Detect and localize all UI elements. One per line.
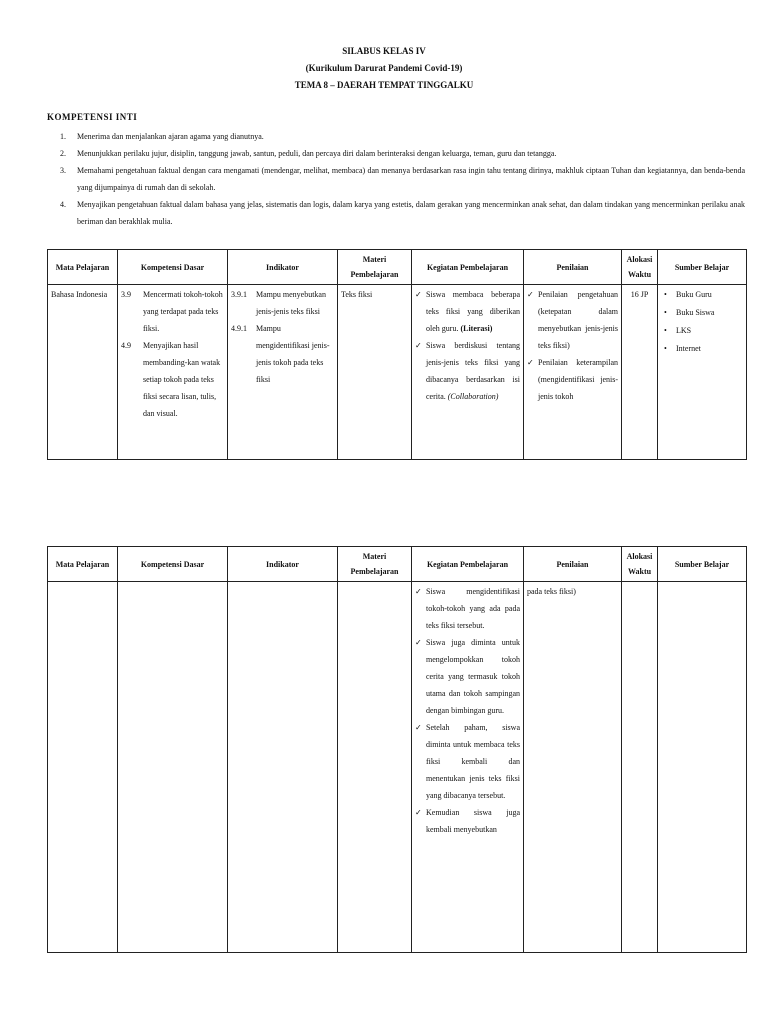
kegiatan-text: Kemudian siswa juga kembali menyebutkan (426, 808, 520, 834)
sumber-item (661, 340, 743, 358)
silabus-table-1 (47, 249, 747, 460)
header-kegiatan: Kegiatan Pembelajaran (412, 547, 524, 582)
check-icon: ✓ (527, 290, 534, 299)
sumber-text: Internet (676, 344, 701, 353)
header-materi: Materi Pembelajaran (338, 250, 412, 285)
kd-item (121, 337, 224, 422)
cell-kegiatan (412, 285, 524, 460)
cell-indikator (228, 285, 338, 460)
indikator-text: Mampu mengidentifikasi jenis-jenis tokoh pada teks fiksi (256, 324, 330, 384)
ki-text: Menyajikan pengetahuan faktual dalam bahasa yang jelas, sistematis dan logis, dalam karya yang estetis, dalam gerakan yang mencerminkan anak sehat, dan dalam tindakan yang mencerminkan perilaku anak beriman dan berakhlak mulia. (77, 200, 745, 226)
bullet-icon: • (664, 326, 667, 335)
bullet-icon: • (664, 290, 667, 299)
kd-text: Mencermati tokoh-tokoh yang terdapat pada teks fiksi. (143, 290, 223, 333)
kompetensi-inti-list (60, 128, 745, 230)
kd-text: Menyajikan hasil membanding-kan watak setiap tokoh pada teks fiksi secara lisan, tulis, dan visual. (143, 341, 221, 418)
table-row (48, 582, 747, 953)
kegiatan-tag: (Collaboration) (447, 392, 499, 401)
kegiatan-item (415, 804, 520, 838)
cell-kompetensi-dasar (118, 285, 228, 460)
cell-kompetensi-dasar (118, 582, 228, 953)
bullet-icon: • (664, 308, 667, 317)
penilaian-text: Penilaian pengetahuan (ketepatan dalam menyebutkan jenis-jenis teks fiksi) (538, 290, 618, 350)
cell-sumber (658, 285, 747, 460)
kegiatan-text: Siswa membaca beberapa teks fiksi yang diberikan oleh guru. (426, 290, 520, 333)
table-row (48, 285, 747, 460)
check-icon: ✓ (415, 723, 422, 732)
cell-materi: Teks fiksi (338, 285, 412, 460)
sumber-item (661, 286, 743, 304)
indikator-item (231, 320, 334, 388)
cell-indikator (228, 582, 338, 953)
header-penilaian: Penilaian (524, 250, 622, 285)
header-alokasi: Alokasi Waktu (622, 250, 658, 285)
header-mata-pelajaran: Mata Pelajaran (48, 547, 118, 582)
sumber-item (661, 322, 743, 340)
ki-item (60, 145, 745, 162)
ki-number: 3. (60, 166, 66, 175)
indikator-code: 3.9.1 (231, 290, 247, 299)
kegiatan-text: Siswa juga diminta untuk mengelompokkan tokoh cerita yang termasuk tokoh utama dan tokoh sampingan dengan bimbingan guru. (426, 638, 520, 715)
kegiatan-item (415, 583, 520, 634)
kegiatan-text: Setelah paham, siswa diminta untuk membaca teks fiksi kembali dan menentukan jenis teks fiksi yang dibacanya tersebut. (426, 723, 520, 800)
penilaian-text: Penilaian keterampilan (mengidentifikasi jenis-jenis tokoh (538, 358, 618, 401)
header-kegiatan: Kegiatan Pembelajaran (412, 250, 524, 285)
indikator-item (231, 286, 334, 320)
kegiatan-text: Siswa mengidentifikasi tokoh-tokoh yang ada pada teks fiksi tersebut. (426, 587, 520, 630)
kegiatan-text: Siswa berdiskusi tentang jenis-jenis teks fiksi yang dibacanya berdasarkan isi cerita. (426, 341, 520, 401)
document-title: SILABUS KELAS IV (342, 46, 426, 56)
kompetensi-inti-heading: KOMPETENSI INTI (47, 112, 138, 122)
header-indikator: Indikator (228, 547, 338, 582)
ki-number: 1. (60, 132, 66, 141)
check-icon: ✓ (415, 808, 422, 817)
kegiatan-item (415, 337, 520, 405)
kd-code: 4.9 (121, 341, 131, 350)
cell-penilaian: pada teks fiksi) (524, 582, 622, 953)
cell-alokasi: 16 JP (622, 285, 658, 460)
kegiatan-item (415, 286, 520, 337)
header-materi: Materi Pembelajaran (338, 547, 412, 582)
kegiatan-item (415, 634, 520, 719)
cell-alokasi (622, 582, 658, 953)
sumber-list (661, 286, 743, 358)
header-kompetensi-dasar: Kompetensi Dasar (118, 547, 228, 582)
sumber-text: Buku Guru (676, 290, 712, 299)
check-icon: ✓ (527, 358, 534, 367)
ki-text: Menunjukkan perilaku jujur, disiplin, tanggung jawab, santun, peduli, dan percaya diri dalam berinteraksi dengan keluarga, teman, guru dan tetangga. (77, 149, 557, 158)
header-indikator: Indikator (228, 250, 338, 285)
title-block (0, 43, 768, 94)
header-mata-pelajaran: Mata Pelajaran (48, 250, 118, 285)
check-icon: ✓ (415, 290, 422, 299)
table-header-row (48, 547, 747, 582)
sumber-text: LKS (676, 326, 692, 335)
header-alokasi: Alokasi Waktu (622, 547, 658, 582)
indikator-code: 4.9.1 (231, 324, 247, 333)
ki-text: Memahami pengetahuan faktual dengan cara mengamati (mendengar, melihat, membaca) dan menanya berdasarkan rasa ingin tahu tentang dirinya, makhluk ciptaan Tuhan dan kegiatannya, dan benda-benda yang dijumpainya di rumah dan di sekolah. (77, 166, 745, 192)
penilaian-item (527, 286, 618, 354)
ki-item (60, 128, 745, 145)
sumber-text: Buku Siswa (676, 308, 715, 317)
silabus-table-2 (47, 546, 747, 953)
document-subtitle: (Kurikulum Darurat Pandemi Covid-19) (305, 63, 463, 73)
sumber-item (661, 304, 743, 322)
ki-number: 2. (60, 149, 66, 158)
ki-number: 4. (60, 200, 66, 209)
header-kompetensi-dasar: Kompetensi Dasar (118, 250, 228, 285)
header-sumber: Sumber Belajar (658, 250, 747, 285)
header-sumber: Sumber Belajar (658, 547, 747, 582)
check-icon: ✓ (415, 341, 422, 350)
bullet-icon: • (664, 344, 667, 353)
check-icon: ✓ (415, 587, 422, 596)
document-theme: TEMA 8 – DAERAH TEMPAT TINGGALKU (294, 80, 474, 90)
ki-text: Menerima dan menjalankan ajaran agama yang dianutnya. (77, 132, 264, 141)
cell-mata-pelajaran (48, 582, 118, 953)
penilaian-item (527, 354, 618, 405)
kd-item (121, 286, 224, 337)
kd-code: 3.9 (121, 290, 131, 299)
table-header-row (48, 250, 747, 285)
ki-item (60, 162, 745, 196)
header-penilaian: Penilaian (524, 547, 622, 582)
cell-kegiatan (412, 582, 524, 953)
cell-mata-pelajaran: Bahasa Indonesia (48, 285, 118, 460)
cell-penilaian (524, 285, 622, 460)
cell-sumber (658, 582, 747, 953)
check-icon: ✓ (415, 638, 422, 647)
ki-item (60, 196, 745, 230)
kegiatan-tag: (Literasi) (460, 324, 493, 333)
cell-materi (338, 582, 412, 953)
kegiatan-item (415, 719, 520, 804)
indikator-text: Mampu menyebutkan jenis-jenis teks fiksi (256, 290, 326, 316)
